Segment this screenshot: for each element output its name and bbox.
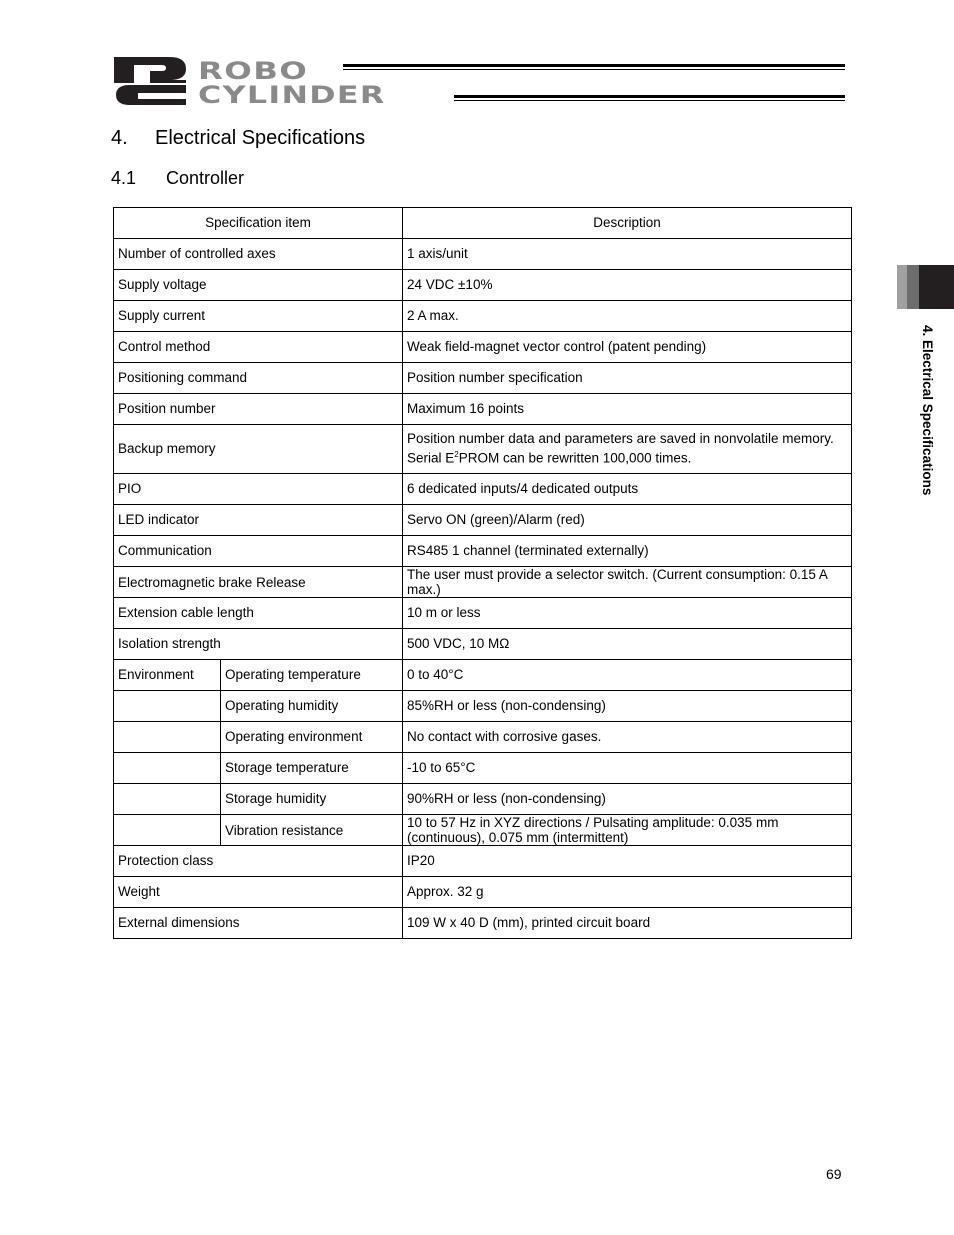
- row-item: Communication: [114, 536, 403, 567]
- page-number: 69: [826, 1166, 842, 1182]
- row-group-environment: Environment: [114, 660, 221, 691]
- table-row: [114, 332, 852, 363]
- row-item: PIO: [114, 474, 403, 505]
- table-row: [114, 239, 852, 270]
- row-item: Operating humidity: [221, 691, 403, 722]
- table-row: [114, 505, 852, 536]
- header-rule-upper-thick: [343, 64, 845, 67]
- row-item: LED indicator: [114, 505, 403, 536]
- rc-monogram-icon: [112, 55, 190, 107]
- logo-robo-text: ROBO: [198, 57, 309, 85]
- row-item: Isolation strength: [114, 629, 403, 660]
- table-row: [114, 270, 852, 301]
- side-tab-stripe-light: [897, 265, 907, 309]
- row-desc: RS485 1 channel (terminated externally): [403, 536, 852, 567]
- row-desc: 500 VDC, 10 MΩ: [403, 629, 852, 660]
- subsection-heading: [111, 168, 244, 189]
- row-desc: No contact with corrosive gases.: [403, 722, 852, 753]
- row-item: Supply current: [114, 301, 403, 332]
- header-rule-lower-thick: [454, 95, 845, 98]
- row-desc: 2 A max.: [403, 301, 852, 332]
- table-header-row: [114, 208, 852, 239]
- row-desc-backup: [403, 425, 852, 474]
- table-row: [114, 536, 852, 567]
- row-desc: 109 W x 40 D (mm), printed circuit board: [403, 908, 852, 939]
- row-item: Electromagnetic brake Release: [114, 567, 403, 598]
- backup-desc-line1: Position number data and parameters are saved in nonvolatile memory.: [407, 431, 834, 447]
- table-row: [114, 629, 852, 660]
- row-desc: 1 axis/unit: [403, 239, 852, 270]
- row-desc: -10 to 65°C: [403, 753, 852, 784]
- table-row: [114, 660, 852, 691]
- side-chapter-label: 4. Electrical Specifications: [920, 325, 935, 496]
- row-desc: Weak field-magnet vector control (patent pending): [403, 332, 852, 363]
- table-row: [114, 815, 852, 846]
- table-row: [114, 363, 852, 394]
- table-row: [114, 877, 852, 908]
- row-item: Position number: [114, 394, 403, 425]
- table-row: [114, 691, 852, 722]
- row-item: Supply voltage: [114, 270, 403, 301]
- header-rule-lower-thin: [454, 100, 845, 101]
- row-desc: 85%RH or less (non-condensing): [403, 691, 852, 722]
- row-desc: 6 dedicated inputs/4 dedicated outputs: [403, 474, 852, 505]
- header-description: Description: [403, 208, 852, 239]
- row-desc: The user must provide a selector switch. (Current consumption: 0.15 A max.): [403, 567, 852, 598]
- row-desc: 10 m or less: [403, 598, 852, 629]
- row-item: Extension cable length: [114, 598, 403, 629]
- controller-spec-table: [113, 207, 852, 939]
- subsection-title: Controller: [166, 168, 245, 188]
- row-item: Number of controlled axes: [114, 239, 403, 270]
- side-tab-block: [919, 265, 954, 309]
- table-row: [114, 394, 852, 425]
- section-number: 4.: [111, 127, 128, 149]
- row-item: Operating temperature: [221, 660, 403, 691]
- row-item: Storage temperature: [221, 753, 403, 784]
- row-group-empty: [114, 722, 221, 753]
- row-item: Protection class: [114, 846, 403, 877]
- table-row: [114, 722, 852, 753]
- row-desc: Position number specification: [403, 363, 852, 394]
- logo-cylinder-text: CYLINDER: [198, 81, 386, 109]
- table-row: [114, 753, 852, 784]
- row-item: External dimensions: [114, 908, 403, 939]
- table-row: [114, 784, 852, 815]
- table-row: [114, 598, 852, 629]
- row-group-empty: [114, 691, 221, 722]
- table-row: [114, 567, 852, 598]
- table-row: [114, 908, 852, 939]
- row-item: Vibration resistance: [221, 815, 403, 846]
- header-spec-item: Specification item: [114, 208, 403, 239]
- table-row: [114, 425, 852, 474]
- backup-desc-line2-pre: Serial E: [407, 450, 455, 466]
- subsection-number: 4.1: [111, 168, 137, 188]
- row-item: Weight: [114, 877, 403, 908]
- side-tab-stripe-mid: [907, 265, 919, 309]
- row-item: Positioning command: [114, 363, 403, 394]
- row-desc: Maximum 16 points: [403, 394, 852, 425]
- row-desc: Servo ON (green)/Alarm (red): [403, 505, 852, 536]
- row-desc: 0 to 40°C: [403, 660, 852, 691]
- row-group-empty: [114, 815, 221, 846]
- backup-desc-line2-post: PROM can be rewritten 100,000 times.: [458, 450, 692, 466]
- row-item: Storage humidity: [221, 784, 403, 815]
- header-rule-upper-thin: [343, 69, 845, 70]
- table-row: [114, 301, 852, 332]
- row-desc: 90%RH or less (non-condensing): [403, 784, 852, 815]
- backup-desc-sup: 2: [454, 450, 459, 460]
- row-desc: IP20: [403, 846, 852, 877]
- section-title: Electrical Specifications: [155, 127, 366, 149]
- row-item: Backup memory: [114, 425, 403, 474]
- table-row: [114, 474, 852, 505]
- row-item: Operating environment: [221, 722, 403, 753]
- row-group-empty: [114, 753, 221, 784]
- section-heading: [111, 127, 365, 150]
- row-desc: 24 VDC ±10%: [403, 270, 852, 301]
- row-item: Control method: [114, 332, 403, 363]
- row-desc: Approx. 32 g: [403, 877, 852, 908]
- table-row: [114, 846, 852, 877]
- row-group-empty: [114, 784, 221, 815]
- row-desc: 10 to 57 Hz in XYZ directions / Pulsating amplitude: 0.035 mm (continuous), 0.075 mm (intermittent): [403, 815, 852, 846]
